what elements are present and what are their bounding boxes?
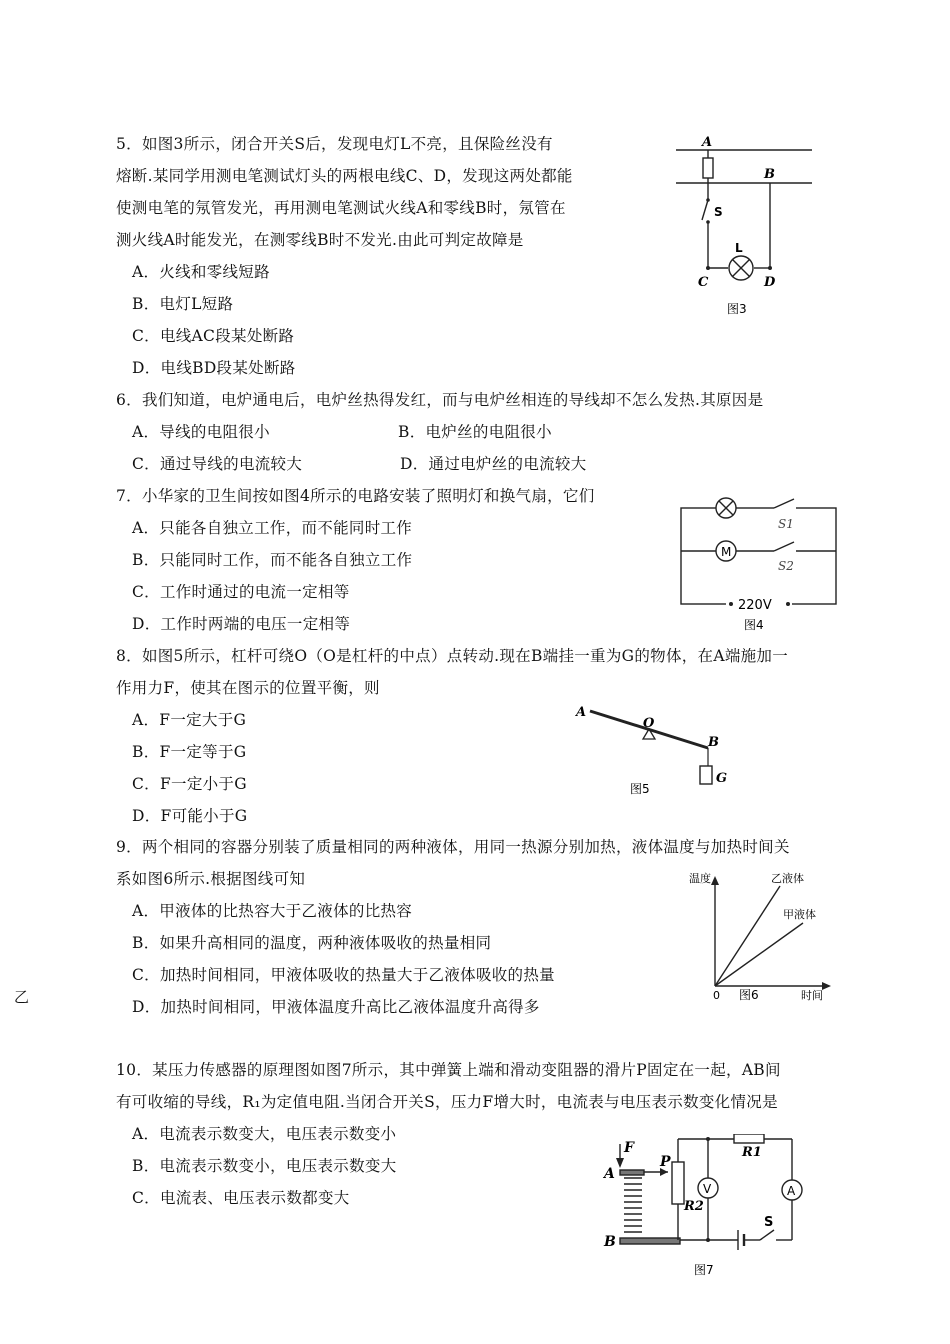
fig7-label-r1: R1 bbox=[742, 1145, 762, 1160]
q8-option-b: B．F一定等于G bbox=[132, 743, 247, 761]
q7-option-b: B．只能同时工作，而不能各自独立工作 bbox=[132, 551, 413, 569]
q9-option-c: C．加热时间相同，甲液体吸收的热量大于乙液体吸收的热量 bbox=[132, 966, 555, 984]
fig5-label-a: A bbox=[576, 705, 587, 720]
q6-stem: 6．我们知道，电炉通电后，电炉丝热得发红，而与电炉丝相连的导线却不怎么发热.其原因是 bbox=[116, 391, 764, 409]
fig7-caption: 图7 bbox=[694, 1263, 714, 1277]
figure-6-graph bbox=[685, 868, 845, 1006]
fig4-s1-label: S1 bbox=[778, 517, 794, 531]
fig7-label-p: P bbox=[660, 1154, 671, 1170]
fig4-s2-label: S2 bbox=[778, 559, 794, 573]
q8-stem-line-2: 作用力F，使其在图示的位置平衡，则 bbox=[116, 679, 380, 697]
fig7-label-a: A bbox=[604, 1166, 615, 1182]
fig3-label-b: B bbox=[764, 167, 775, 182]
q9-stem-line-1: 9．两个相同的容器分别装了质量相同的两种液体，用同一热源分别加热，液体温度与加热时间关 bbox=[116, 838, 790, 856]
fig3-label-a: A bbox=[702, 135, 713, 150]
fig6-ylabel: 温度 bbox=[689, 872, 711, 885]
fig4-caption: 图4 bbox=[744, 618, 764, 632]
fig3-label-c: C bbox=[698, 275, 709, 290]
q10-option-a: A．电流表示数变大，电压表示数变小 bbox=[132, 1125, 397, 1143]
figure-3-circuit bbox=[672, 128, 822, 323]
q10-option-b: B．电流表示数变小，电压表示数变大 bbox=[132, 1157, 397, 1175]
fig4-voltage-label: 220V bbox=[738, 598, 772, 613]
fig3-label-l: L bbox=[735, 241, 743, 255]
fig6-line-yi bbox=[715, 886, 780, 986]
fig6-line1-label: 乙液体 bbox=[771, 872, 804, 885]
q5-stem-line-4: 测火线A时能发光，在测零线B时不发光.由此可判定故障是 bbox=[116, 231, 524, 249]
fig5-label-o: O bbox=[643, 716, 655, 731]
q5-option-d: D．电线BD段某处断路 bbox=[132, 359, 296, 377]
fig7-ammeter-label: A bbox=[787, 1184, 796, 1198]
q8-option-c: C．F一定小于G bbox=[132, 775, 247, 793]
fig7-label-s: S bbox=[764, 1215, 774, 1230]
fig5-label-g: G bbox=[716, 771, 728, 786]
fig6-line-jia bbox=[715, 923, 803, 986]
q5-option-b: B．电灯L短路 bbox=[132, 295, 234, 313]
stray-character: 乙 bbox=[14, 988, 30, 1006]
q5-stem-line-1: 5．如图3所示，闭合开关S后，发现电灯L不亮，且保险丝没有 bbox=[116, 135, 553, 153]
fig6-origin: 0 bbox=[713, 989, 720, 1002]
fig5-caption: 图5 bbox=[630, 782, 650, 796]
q5-option-c: C．电线AC段某处断路 bbox=[132, 327, 295, 345]
q10-stem-line-2: 有可收缩的导线，R₁为定值电阻.当闭合开关S，压力F增大时，电流表与电压表示数变化情况是 bbox=[116, 1093, 778, 1111]
q7-option-c: C．工作时通过的电流一定相等 bbox=[132, 583, 350, 601]
q6-option-a: A．导线的电阻很小 bbox=[132, 423, 270, 441]
q6-option-b: B．电炉丝的电阻很小 bbox=[398, 423, 552, 441]
q5-stem-line-2: 熔断.某同学用测电笔测试灯头的两根电线C、D，发现这两处都能 bbox=[116, 167, 573, 185]
q9-option-d: D．加热时间相同，甲液体温度升高比乙液体温度升高得多 bbox=[132, 998, 540, 1016]
q8-option-a: A．F一定大于G bbox=[132, 711, 247, 729]
q6-option-d: D．通过电炉丝的电流较大 bbox=[400, 455, 587, 473]
fig7-voltmeter-label: V bbox=[703, 1182, 712, 1196]
fig6-line2-label: 甲液体 bbox=[783, 908, 816, 921]
q5-stem-line-3: 使测电笔的氖管发光，再用测电笔测试火线A和零线B时，氖管在 bbox=[116, 199, 566, 217]
q8-stem-line-1: 8．如图5所示，杠杆可绕O（O是杠杆的中点）点转动.现在B端挂一重为G的物体，在A端施加一 bbox=[116, 647, 789, 665]
q7-option-d: D．工作时两端的电压一定相等 bbox=[132, 615, 351, 633]
q10-stem-line-1: 10．某压力传感器的原理图如图7所示，其中弹簧上端和滑动变阻器的滑片P固定在一起，AB间 bbox=[116, 1061, 781, 1079]
fig3-label-d: D bbox=[764, 275, 776, 290]
fig3-label-s: S bbox=[714, 205, 723, 219]
q6-option-c: C．通过导线的电流较大 bbox=[132, 455, 303, 473]
q7-stem: 7．小华家的卫生间按如图4所示的电路安装了照明灯和换气扇，它们 bbox=[116, 487, 595, 505]
q9-option-a: A．甲液体的比热容大于乙液体的比热容 bbox=[132, 902, 413, 920]
fig5-label-b: B bbox=[708, 735, 719, 750]
fig7-label-f: F bbox=[624, 1140, 634, 1156]
q7-option-a: A．只能各自独立工作，而不能同时工作 bbox=[132, 519, 413, 537]
fig3-caption: 图3 bbox=[727, 302, 747, 316]
figure-4-circuit bbox=[676, 496, 841, 636]
q9-option-b: B．如果升高相同的温度，两种液体吸收的热量相同 bbox=[132, 934, 492, 952]
q5-option-a: A．火线和零线短路 bbox=[132, 263, 270, 281]
fig4-motor-label: M bbox=[721, 545, 732, 559]
q9-stem-line-2: 系如图6所示.根据图线可知 bbox=[116, 870, 306, 888]
fig6-xlabel: 时间 bbox=[801, 989, 823, 1002]
fig6-caption: 图6 bbox=[739, 988, 759, 1002]
fig7-label-b: B bbox=[604, 1234, 616, 1250]
q8-option-d: D．F可能小于G bbox=[132, 807, 248, 825]
figure-5-lever bbox=[570, 696, 730, 806]
q10-option-c: C．电流表、电压表示数都变大 bbox=[132, 1189, 350, 1207]
figure-7-circuit bbox=[602, 1134, 812, 1284]
fig7-label-r2: R2 bbox=[684, 1199, 704, 1214]
